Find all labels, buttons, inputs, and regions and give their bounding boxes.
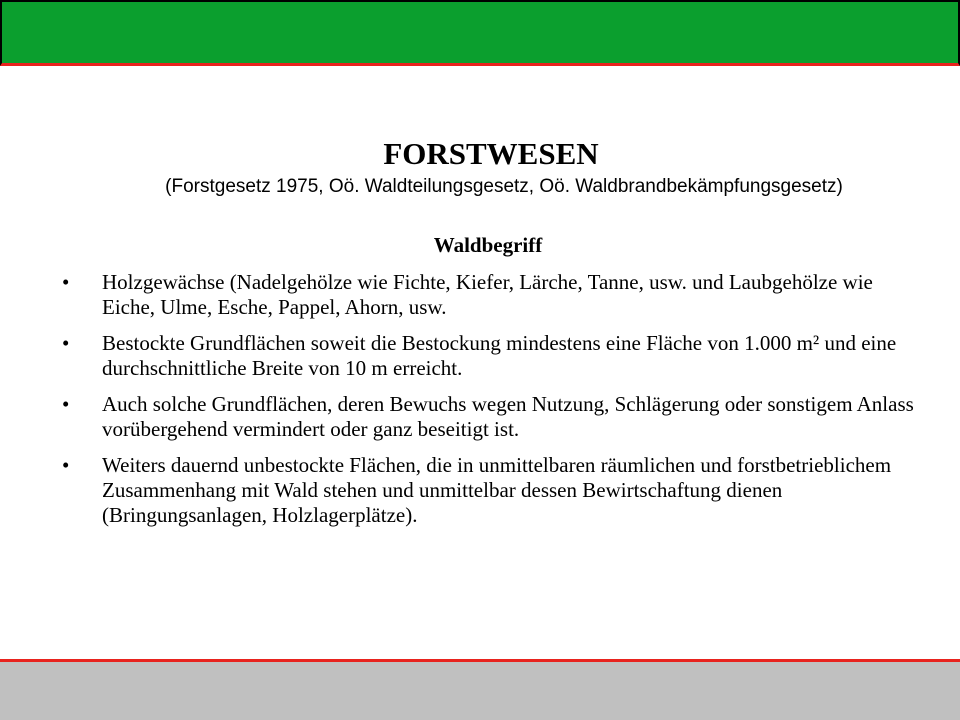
list-item [60, 331, 920, 381]
list-item [60, 453, 920, 528]
top-green-bar [0, 0, 960, 66]
list-item [60, 392, 920, 442]
slide-title: FORSTWESEN [383, 136, 599, 171]
slide-subtitle: (Forstgesetz 1975, Oö. Waldteilungsgesetz, Oö. Waldbrandbekämpfungsgesetz) [165, 176, 843, 197]
section-heading: Waldbegriff [433, 233, 543, 257]
list-item-text: Holzgewächse (Nadelgehölze wie Fichte, Kiefer, Lärche, Tanne, usw. und Laubgehölze wie Eiche, Ulme, Esche, Pappel, Ahorn, usw. [102, 270, 873, 319]
bullet-marker: • [62, 331, 70, 355]
bullet-marker: • [62, 453, 70, 477]
bullet-marker: • [62, 392, 70, 416]
bullet-list [60, 270, 920, 539]
list-item [60, 270, 920, 320]
list-item-text: Weiters dauernd unbestockte Flächen, die in unmittelbaren räumlichen und forstbetrieblichem Zusammenhang mit Wald stehen und unmittelbar dessen Bewirtschaftung dienen (Bringungsanlagen, Holzlagerplätze). [102, 453, 892, 527]
bullet-marker: • [62, 270, 70, 294]
list-item-text: Auch solche Grundflächen, deren Bewuchs wegen Nutzung, Schlägerung oder sonstigem Anlass vorübergehend vermindert oder ganz beseitigt ist. [102, 392, 914, 441]
list-item-text: Bestockte Grundflächen soweit die Bestockung mindestens eine Fläche von 1.000 m² und eine durchschnittliche Breite von 10 m erreicht. [102, 331, 897, 380]
bottom-gray-bar [0, 659, 960, 720]
